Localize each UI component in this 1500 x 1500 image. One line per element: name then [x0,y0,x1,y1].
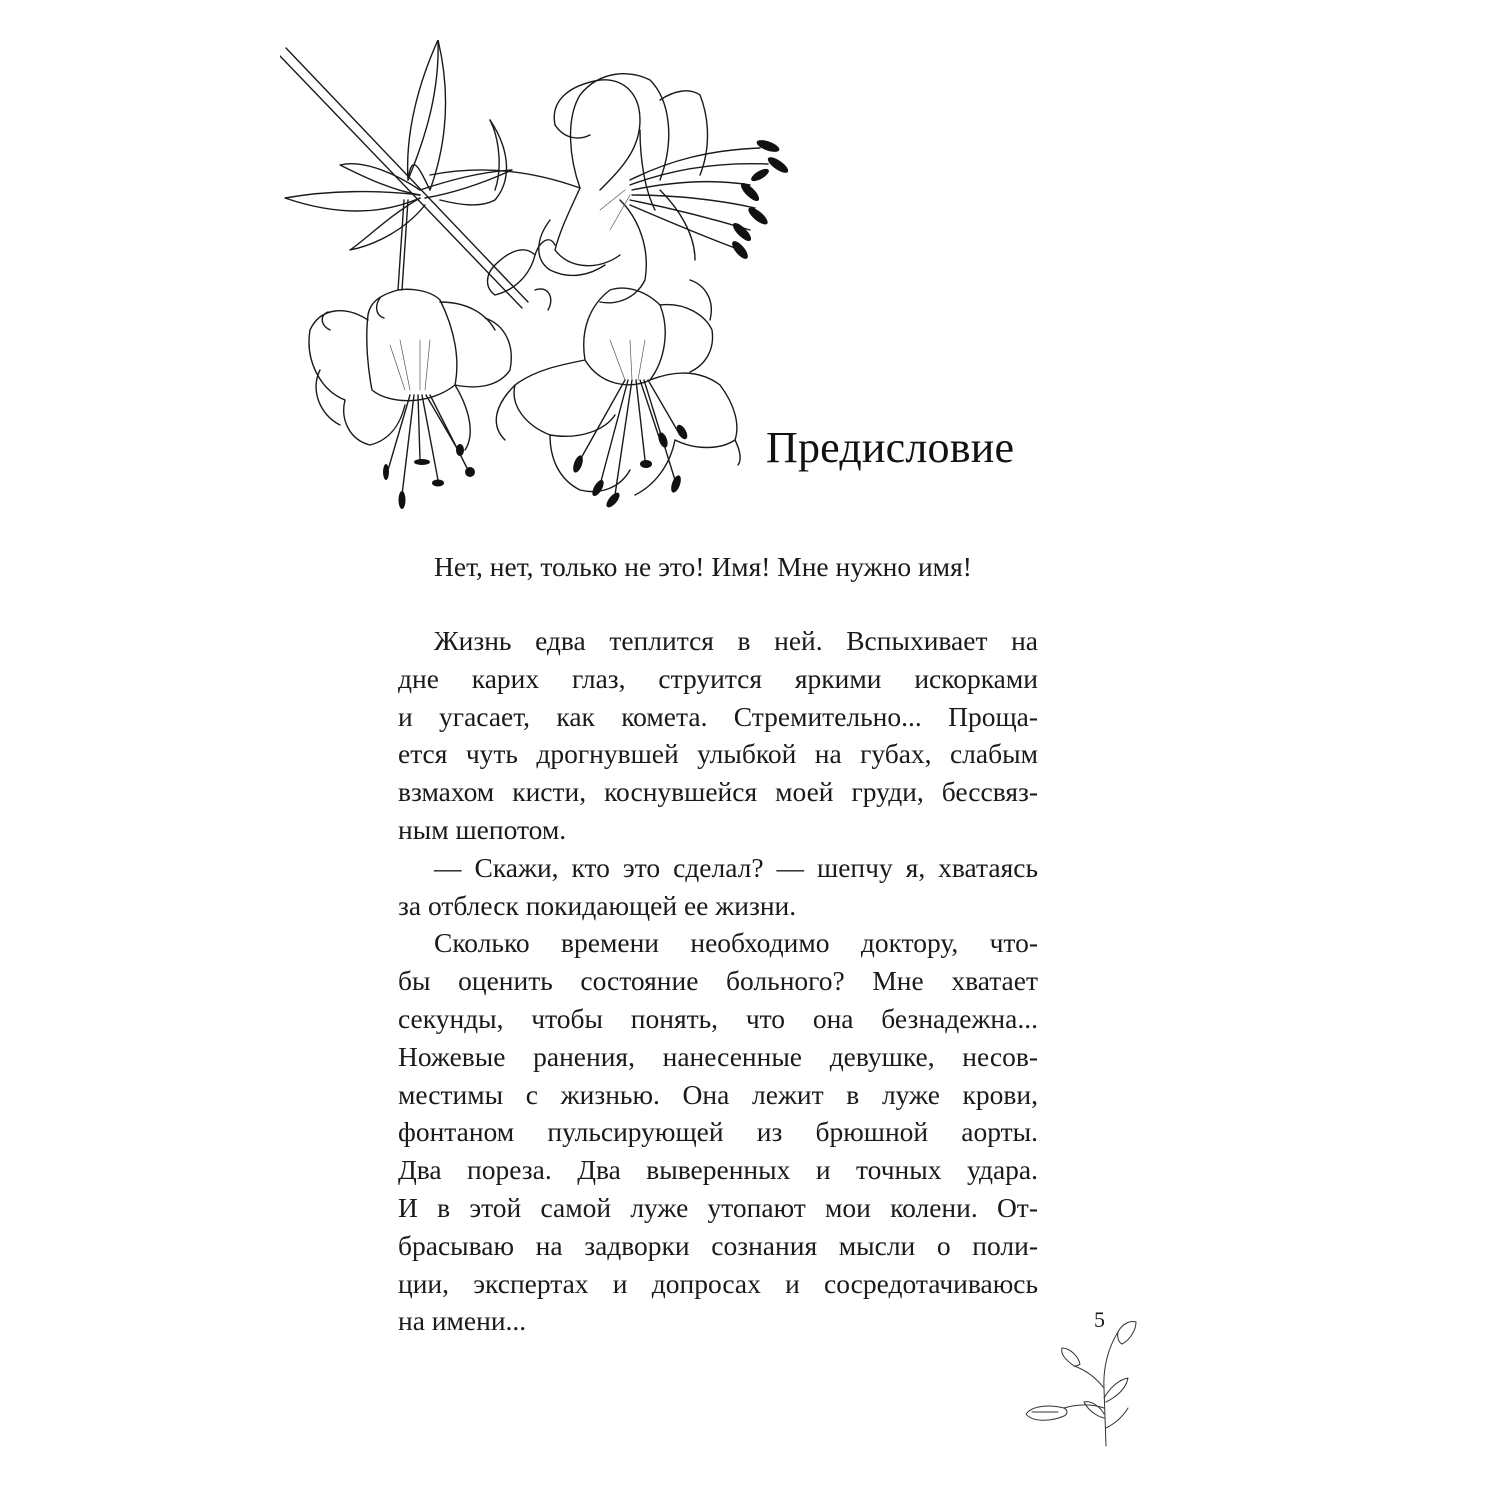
text-line: ным шепотом. [398,813,567,845]
text-line: на имени... [398,1305,527,1337]
text-line: и угасает, как комета. Стремительно... Проща- [398,700,1038,732]
lily-flowers-illustration-icon [280,40,840,520]
text-line: взмахом кисти, коснувшейся моей груди, бессвяз- [398,776,1038,808]
text-line: секунды, чтобы понять, что она безнадежна... [398,1002,1038,1034]
text-line: фонтаном пульсирующей из брюшной аорты. [398,1116,1038,1148]
text-line: Жизнь едва теплится в ней. Вспыхивает на [434,625,1038,656]
text-line: бы оценить состояние больного? Мне хватает [398,965,1038,997]
text-line: Сколько времени необходимо доктору, что- [434,927,1038,959]
text-line: дне карих глаз, струится яркими искорками [398,662,1038,694]
epigraph: Нет, нет, только не это! Имя! Мне нужно имя! [434,551,972,582]
text-line: ется чуть дрогнувшей улыбкой на губах, слабым [398,738,1038,770]
page-number: 5 [1094,1307,1105,1332]
text-line: местимы с жизнью. Она лежит в луже крови, [398,1078,1038,1110]
chapter-title: Предисловие [766,423,1015,472]
text-line: за отблеск покидающей ее жизни. [398,889,797,921]
lily-sprig-ornament-icon [1018,1318,1142,1448]
paragraph-1 [398,622,1038,1340]
text-line: брасываю на задворки сознания мысли о поли- [398,1229,1038,1261]
text-line: И в этой самой луже утопают мои колени. От- [398,1191,1038,1223]
text-line: Ножевые ранения, нанесенные девушке, несов- [398,1040,1038,1072]
text-line: Два пореза. Два выверенных и точных удара. [398,1154,1038,1186]
text-line: — Скажи, кто это сделал? — шепчу я, хватаясь [434,851,1038,883]
text-line: ции, экспертах и допросах и сосредотачиваюсь [398,1267,1038,1299]
